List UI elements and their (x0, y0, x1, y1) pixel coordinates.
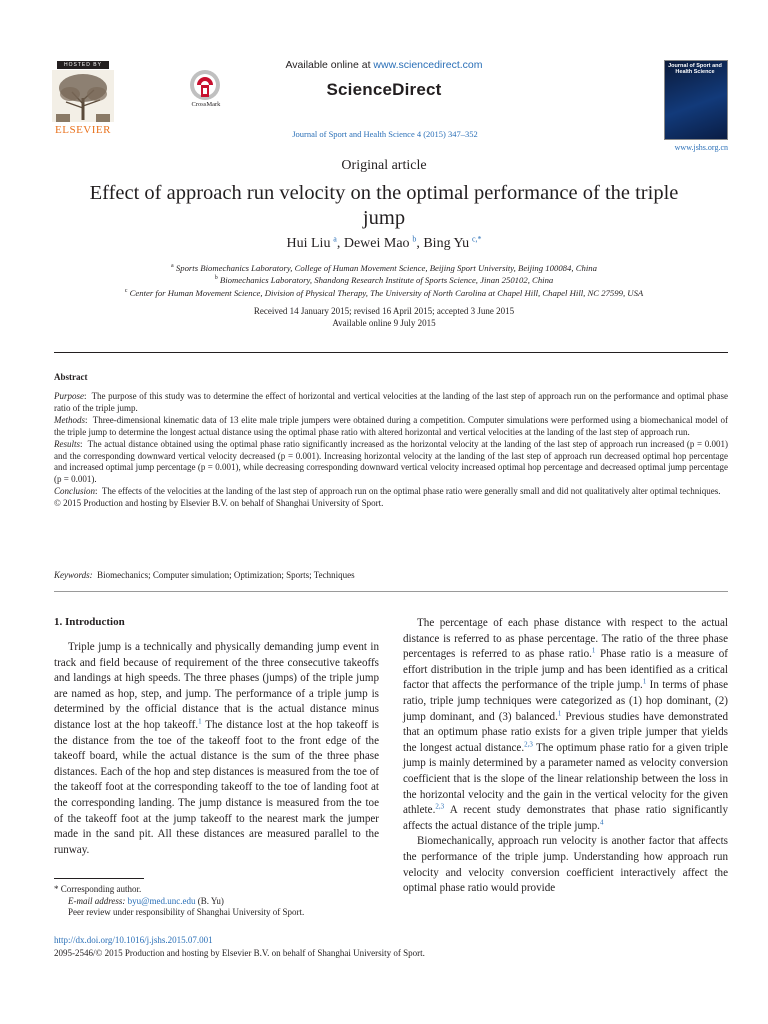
abstract-label: Purpose (54, 391, 84, 401)
abstract-results: Results: The actual distance obtained using the optimal phase ratio significantly increased as the horizontal velocity at the landing of the last step of approach run increased (p = 0.001) and the corresponding downward vertical velocity decreased (p = 0.001). Increasing horizontal velocity at the landing of the last step of approach run decreased optimal hop percentage and increased optimal jump percentage (p = 0.001), while decreasing corresponding downward vertical velocity increased optimal hop percentage and decreased optimal jump percentage (p = 0.001). (54, 438, 728, 485)
author-name: Dewei Mao (343, 236, 410, 251)
author-affiliation-ref[interactable]: c,* (471, 234, 482, 244)
affiliation-marker: c (124, 288, 128, 295)
footnotes (54, 884, 379, 919)
doi-url[interactable]: http://dx.doi.org/10.1016/j.jshs.2015.07.001 (54, 935, 213, 945)
keywords-label: Keywords: (54, 570, 93, 580)
elsevier-wordmark: ELSEVIER (55, 124, 111, 136)
abstract-copyright: © 2015 Production and hosting by Elsevier B.V. on behalf of Shanghai University of Sport. (54, 498, 384, 509)
body-text: The optimum phase ratio for a given triple jump is mainly determined by a parameter named as velocity conversion coefficient that is the slope of the linear relationship between the loss in the horizontal velocity and the gain in the vertical velocity for the given athlete. (403, 741, 728, 817)
email-suffix: (B. Yu) (195, 895, 224, 906)
available-online-line (254, 59, 514, 71)
affiliation-marker: b (214, 275, 218, 282)
author-list: Hui Liu $^a$, Dewei Mao $^b$, Bing Yu $^{c,*}$ (286, 234, 482, 251)
abstract-label: Conclusion (54, 486, 96, 497)
affiliation-text: Biomechanics Laboratory, Shandong Research Institute of Sports Science, Jinan 250102, China (219, 275, 554, 285)
keywords (54, 570, 728, 580)
author-affiliation-ref[interactable]: b (412, 234, 417, 244)
email-note (54, 896, 379, 908)
author-affiliation-ref[interactable]: a (333, 234, 337, 244)
abstract-text: The purpose of this study was to determine the effect of horizontal and vertical velocities at the landing of the last step of approach run on the performance and optimal phase ratio of the triple jump. (54, 391, 728, 413)
article-type: Original article (341, 158, 427, 173)
body-paragraph (403, 616, 728, 834)
email-label: E-mail address: (68, 895, 128, 906)
abstract-conclusion: Conclusion: The effects of the velocities at the landing of the last step of approach run on the optimal phase ratio were generally small and did not qualitatively alter optimal techniques. (54, 486, 721, 497)
abstract-text: The actual distance obtained using the optimal phase ratio significantly increased as the horizontal velocity at the landing of the last step of approach run increased (p = 0.001) and the corresponding downward vertical velocity decreased (p = 0.001). Increasing horizontal velocity at the landing of the last step of approach run decreased optimal hop percentage and increased optimal jump percentage (p = 0.001), while decreasing corresponding downward vertical velocity increased optimal hop percentage and decreased optimal jump percentage (p = 0.001). (54, 438, 728, 485)
affiliation (40, 288, 728, 298)
corresponding-author-note: * Corresponding author. (54, 884, 142, 894)
journal-cover-title: Journal of Sport and Health Science (668, 63, 722, 75)
section-heading: 1. Introduction (54, 616, 125, 628)
citation-ref[interactable]: 2,3 (435, 802, 445, 811)
journal-citation-link[interactable]: Journal of Sport and Health Science 4 (2015) 347–352 (292, 129, 478, 139)
divider (54, 591, 728, 592)
body-paragraph (54, 640, 379, 858)
available-online-date: Available online 9 July 2015 (332, 318, 436, 328)
keywords-list: Biomechanics; Computer simulation; Optimization; Sports; Techniques (97, 570, 355, 580)
citation-ref[interactable]: 1 (642, 677, 647, 686)
issn-copyright: 2095-2546/© 2015 Production and hosting by Elsevier B.V. on behalf of Shanghai University of Sport. (54, 948, 425, 958)
footnote-divider (54, 878, 144, 879)
body-column-right (403, 616, 728, 897)
citation-ref[interactable]: 1 (557, 708, 562, 717)
citation-ref[interactable]: 2,3 (524, 740, 533, 749)
divider (54, 352, 728, 353)
journal-website-link[interactable]: www.jshs.org.cn (674, 143, 728, 152)
body-text: The percentage of each phase distance with respect to the actual distance is referred to as phase percentage. The ratio of the three phase percentages is referred to as phase ratio. (403, 617, 728, 661)
body-text: A recent study demonstrates that phase ratio significantly affects the actual distance of the triple jump. (403, 804, 728, 832)
affiliation-marker: a (171, 263, 174, 270)
abstract-body (54, 391, 728, 510)
available-prefix: Available online at (285, 59, 374, 71)
body-text: Triple jump is a technically and physically demanding jump event in track and field because of requirement of the three consecutive takeoffs and landings at high speeds. The three phases (jumps) of the triple jump are named as hop, step, and jump. The performance of a triple jump is determined by the official distance that is the actual distance minus distance lost at the hop takeoff. (54, 641, 379, 731)
affiliation-text: Center for Human Movement Science, Division of Physical Therapy, The University of North Carolina at Chapel Hill, Chapel Hill, NC 27599, USA (129, 288, 644, 298)
hosted-by-label: HOSTED BY (57, 61, 109, 69)
abstract-text: Three-dimensional kinematic data of 13 elite male triple jumpers were obtained during a competition. Computer simulations were performed using a biomechanical model of the triple jump to determine the longest actual distance using the optimal phase ratio with altered horizontal and vertical velocities at the landing of the last step of approach run. (54, 414, 728, 437)
abstract-label: Results (54, 438, 80, 449)
abstract-text: The effects of the velocities at the landing of the last step of approach run on the optimal phase ratio were generally small and did not qualitatively alter optimal techniques. (101, 486, 721, 497)
affiliation-text: Sports Biomechanics Laboratory, College of Human Movement Science, Beijing Sport University, Beijing 100084, China (175, 263, 597, 273)
affiliation (40, 263, 728, 273)
abstract-heading: Abstract (54, 372, 88, 382)
citation-ref[interactable]: 1 (198, 717, 202, 726)
author-name: Bing Yu (423, 236, 470, 251)
body-text: In terms of phase ratio, triple jump techniques were categorized as (1) hop dominant, (2) jump dominant, and (3) balanced. (403, 679, 729, 723)
crossmark-label: CrossMark (191, 101, 221, 108)
sciencedirect-link[interactable]: www.sciencedirect.com (373, 59, 483, 71)
email-link[interactable]: byu@med.unc.edu (127, 895, 196, 906)
body-text: Previous studies have demonstrated that an optimum phase ratio exists for a given triple jumper that yields the longest actual distance. (403, 710, 728, 754)
body-text: Phase ratio is a measure of effort distribution in the triple jump and has been identified as a critical factor that affects the performance of the triple jump. (403, 648, 728, 692)
sciencedirect-brand: ScienceDirect (326, 80, 442, 99)
abstract-purpose: Purpose: The purpose of this study was to determine the effect of horizontal and vertical velocities at the landing of the last step of approach run on the performance and optimal phase ratio of the triple jump. (54, 391, 728, 413)
affiliation (40, 275, 728, 285)
citation-ref[interactable]: 1 (591, 646, 596, 655)
author-name: Hui Liu (286, 236, 331, 251)
article-title: Effect of approach run velocity on the optimal performance of the triple jump (89, 182, 679, 229)
doi-link[interactable] (54, 935, 213, 945)
abstract-label: Methods (54, 414, 85, 425)
body-paragraph: Biomechanically, approach run velocity is another factor that affects the performance of the triple jump. Understanding how approach run velocity and velocity conversion coefficient interactively affect the optimal phase ratio would provide (403, 835, 728, 895)
citation-ref[interactable]: 4 (599, 818, 604, 827)
peer-review-note: Peer review under responsibility of Shanghai University of Sport. (68, 907, 305, 918)
article-history-dates: Received 14 January 2015; revised 16 April 2015; accepted 3 June 2015 (253, 306, 515, 316)
body-column-left (54, 640, 379, 858)
body-text: The distance lost at the hop takeoff is the distance from the toe of the takeoff foot to the front edge of the takeoff board, while the actual distance is the sum of the three phase distances. Each of the hop and step distances is measured from the toe of the takeoff foot at the corresponding takeoff to the toe of landing foot at the corresponding landing. The jump distance is measured from the toe of the takeoff foot at the jump takeoff to the nearest mark the jumper made in the sand pit. All these distances are measured parallel to the runway. (54, 718, 379, 856)
abstract-methods: Methods: Three-dimensional kinematic data of 13 elite male triple jumpers were obtained during a competition. Computer simulations were performed using a biomechanical model of the triple jump to determine the longest actual distance using the optimal phase ratio with altered horizontal and vertical velocities at the landing of the last step of approach run. (54, 414, 728, 437)
